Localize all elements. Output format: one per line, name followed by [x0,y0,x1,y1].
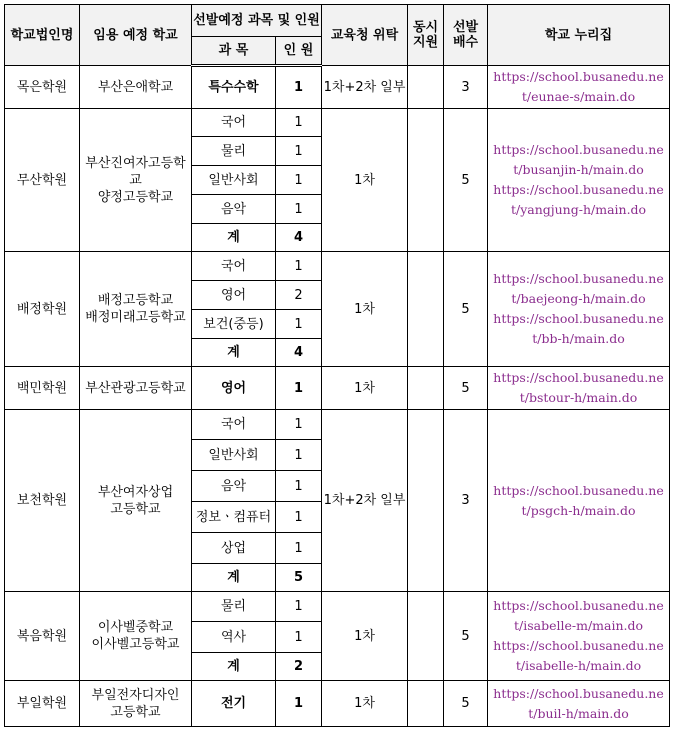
multiple: 3 [444,410,488,592]
homepage-link[interactable]: https://school.busanedu.net/bb-h/main.do [493,311,664,346]
header-school: 임용 예정 학교 [80,5,192,66]
corp-name: 백민학원 [5,367,80,410]
count: 1 [276,440,322,471]
subject: 일반사회 [192,166,276,195]
table-row [5,66,670,109]
subject: 국어 [192,252,276,281]
count: 1 [276,109,322,137]
count: 1 [276,66,322,109]
count: 1 [276,195,322,224]
homepage-link[interactable]: https://school.busanedu.net/isabelle-h/main.do [493,638,664,673]
total-count: 2 [276,653,322,681]
count: 1 [276,252,322,281]
subject: 국어 [192,109,276,137]
homepage-link[interactable]: https://school.busanedu.net/yangjung-h/main.do [493,182,664,217]
total-label: 계 [192,564,276,592]
header-corp: 학교법인명 [5,5,80,66]
school-name-1: 부산여자상업 [97,484,174,500]
school-name-2: 이사벨고등학교 [91,637,180,652]
total-count: 5 [276,564,322,592]
table-row [5,592,670,622]
corp-name: 목은학원 [5,66,80,109]
school-name-1: 이사벨중학교 [97,620,174,635]
header-count: 인 원 [276,37,322,66]
school-name [80,592,192,681]
multiple: 3 [444,66,488,109]
subject: 보건(중등) [192,310,276,339]
subject: 정보ㆍ컴퓨터 [192,502,276,533]
count: 1 [276,410,322,440]
corp-name: 배정학원 [5,252,80,367]
school-name: 부산은애학교 [80,66,192,109]
homepage-link[interactable]: https://school.busanedu.net/psgch-h/main.do [488,410,670,592]
school-name-2: 양정고등학교 [97,189,174,205]
homepage-link[interactable]: https://school.busanedu.net/buil-h/main.do [488,681,670,727]
count: 1 [276,137,322,166]
table-row [5,109,670,137]
header-concurrent: 동시 지원 [408,5,444,66]
subject: 음악 [192,471,276,502]
count: 1 [276,310,322,339]
school-name: 부산관광고등학교 [80,367,192,410]
count: 1 [276,471,322,502]
total-label: 계 [192,224,276,252]
table-row [5,367,670,410]
homepage-links [488,252,670,367]
subject: 음악 [192,195,276,224]
commission: 1차+2차 일부 [322,410,408,592]
corp-name: 복음학원 [5,592,80,681]
count: 2 [276,281,322,310]
school-name-2: 고등학교 [110,704,161,720]
concurrent [408,109,444,252]
school-name [80,109,192,252]
school-name-2: 고등학교 [110,501,161,517]
concurrent [408,367,444,410]
count: 1 [276,592,322,622]
homepage-link[interactable]: https://school.busanedu.net/eunae-s/main.do [488,66,670,109]
school-name-2: 배정미래고등학교 [85,310,186,325]
total-label: 계 [192,653,276,681]
concurrent [408,410,444,592]
concurrent [408,66,444,109]
school-name [80,252,192,367]
header-selection: 선발예정 과목 및 인원 [192,5,322,37]
recruitment-table [4,4,670,727]
count: 1 [276,622,322,653]
corp-name: 부일학원 [5,681,80,727]
count: 1 [276,533,322,564]
subject: 물리 [192,137,276,166]
homepage-link[interactable]: https://school.busanedu.net/busanjin-h/main.do [493,142,664,177]
homepage-link[interactable]: https://school.busanedu.net/baejeong-h/main.do [493,271,664,306]
subject: 국어 [192,410,276,440]
multiple: 5 [444,252,488,367]
subject: 전기 [192,681,276,727]
subject: 영어 [192,367,276,410]
header-commission: 교육청 위탁 [322,5,408,66]
school-name [80,410,192,592]
multiple: 5 [444,592,488,681]
multiple: 5 [444,681,488,727]
multiple: 5 [444,367,488,410]
count: 1 [276,681,322,727]
count: 1 [276,166,322,195]
homepage-link[interactable]: https://school.busanedu.net/isabelle-m/main.do [493,598,664,633]
commission: 1차 [322,109,408,252]
table-row [5,410,670,440]
header-multiple: 선발 배수 [444,5,488,66]
subject: 일반사회 [192,440,276,471]
commission: 1차 [322,592,408,681]
homepage-link[interactable]: https://school.busanedu.net/bstour-h/main.do [488,367,670,410]
commission: 1차+2차 일부 [322,66,408,109]
table-row [5,681,670,727]
subject: 영어 [192,281,276,310]
header-subject: 과 목 [192,37,276,66]
count: 1 [276,502,322,533]
concurrent [408,252,444,367]
total-count: 4 [276,224,322,252]
table-row [5,252,670,281]
count: 1 [276,367,322,410]
corp-name: 무산학원 [5,109,80,252]
commission: 1차 [322,681,408,727]
concurrent [408,592,444,681]
school-name-1: 부산진여자고등학교 [85,155,186,188]
school-name-1: 부일전자디자인 [91,687,180,703]
concurrent [408,681,444,727]
subject: 역사 [192,622,276,653]
subject: 특수수학 [192,66,276,109]
subject: 물리 [192,592,276,622]
total-count: 4 [276,339,322,367]
header-homepage: 학교 누리집 [488,5,670,66]
commission: 1차 [322,367,408,410]
homepage-links [488,592,670,681]
commission: 1차 [322,252,408,367]
subject: 상업 [192,533,276,564]
multiple: 5 [444,109,488,252]
homepage-links [488,109,670,252]
total-label: 계 [192,339,276,367]
school-name [80,681,192,727]
school-name-1: 배정고등학교 [97,293,174,308]
corp-name: 보천학원 [5,410,80,592]
